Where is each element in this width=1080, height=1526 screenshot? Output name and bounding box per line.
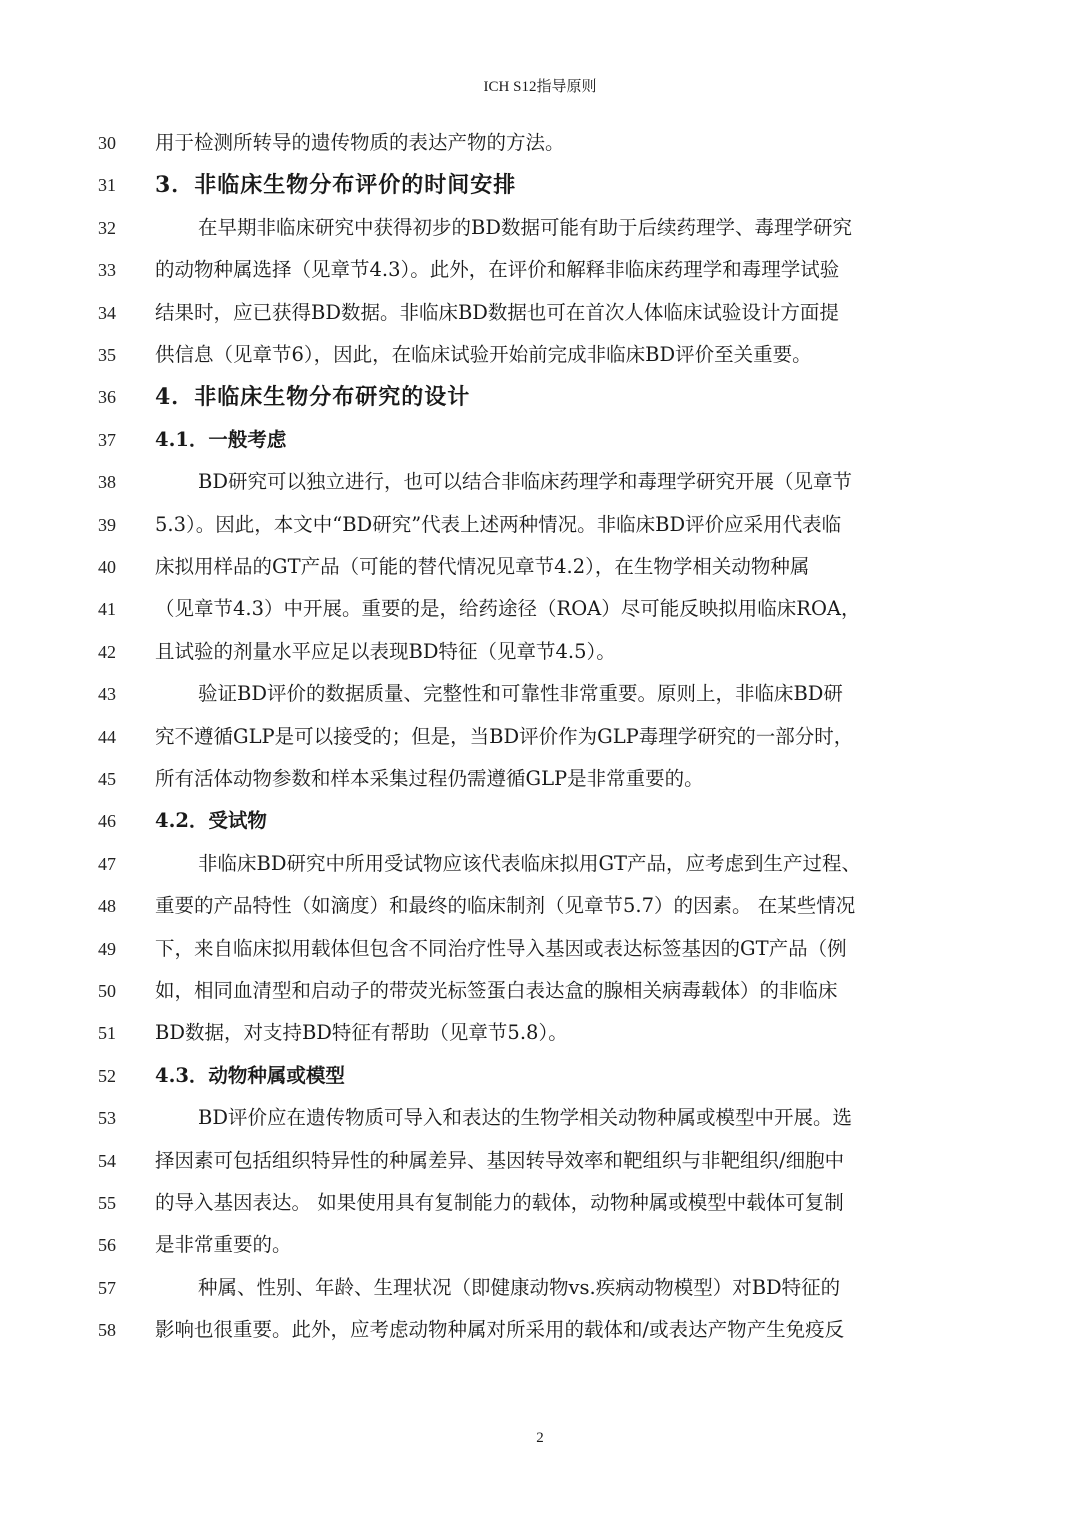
line-number: 52 xyxy=(98,1065,116,1086)
line-text: 影响也很重要。此外，应考虑动物种属对所采用的载体和/或表达产物产生免疫反 xyxy=(155,1318,845,1342)
document-line xyxy=(0,759,1080,799)
line-number: 50 xyxy=(98,981,116,1001)
line-number: 56 xyxy=(98,1235,116,1256)
document-line xyxy=(0,929,1080,969)
line-number: 47 xyxy=(98,853,116,874)
line-text: （见章节4.3）中开展。重要的是，给药途径（ROA）尽可能反映拟用临床ROA， xyxy=(155,597,861,621)
line-number: 36 xyxy=(98,387,116,408)
line-number: 34 xyxy=(98,302,116,323)
section-heading: 3．非临床生物分布评价的时间安排 xyxy=(155,172,517,199)
document-line xyxy=(0,1225,1080,1265)
line-text: BD研究可以独立进行，也可以结合非临床药理学和毒理学研究开展（见章节 xyxy=(198,470,852,494)
line-text: BD评价应在遗传物质可导入和表达的生物学相关动物种属或模型中开展。选 xyxy=(198,1106,852,1130)
document-line xyxy=(0,1268,1080,1308)
document-line xyxy=(0,886,1080,926)
line-text: 用于检测所转导的遗传物质的表达产物的方法。 xyxy=(155,131,565,154)
line-text: 的动物种属选择（见章节4.3）。此外，在评价和解释非临床药理学和毒理学试验 xyxy=(155,258,840,282)
line-text: 非临床BD研究中所用受试物应该代表临床拟用GT产品，应考虑到生产过程、 xyxy=(198,851,862,875)
subsection-heading: 4.2．受试物 xyxy=(155,809,267,833)
line-text: 种属、性别、年龄、生理状况（即健康动物vs.疾病动物模型）对BD特征的 xyxy=(198,1275,841,1299)
document-line xyxy=(0,505,1080,545)
subsection-heading: 4.1．一般考虑 xyxy=(155,427,287,451)
line-number: 57 xyxy=(98,1277,116,1298)
document-line xyxy=(0,1183,1080,1223)
document-line xyxy=(0,420,1080,460)
line-number: 55 xyxy=(98,1193,116,1213)
line-number: 42 xyxy=(98,641,116,662)
document-line xyxy=(0,971,1080,1011)
line-number: 37 xyxy=(98,429,116,450)
section-heading: 4．非临床生物分布研究的设计 xyxy=(155,384,471,411)
document-line xyxy=(0,1141,1080,1181)
line-number: 48 xyxy=(98,896,116,917)
document-line xyxy=(0,208,1080,248)
document-line xyxy=(0,589,1080,629)
page-number: 2 xyxy=(536,1430,544,1446)
line-number: 30 xyxy=(98,133,116,153)
line-number: 54 xyxy=(98,1150,116,1171)
line-text: 是非常重要的。 xyxy=(155,1233,292,1257)
document-line xyxy=(0,801,1080,841)
line-text: 所有活体动物参数和样本采集过程仍需遵循GLP是非常重要的。 xyxy=(155,767,704,790)
line-text: 的导入基因表达。 如果使用具有复制能力的载体，动物种属或模型中载体可复制 xyxy=(155,1191,844,1214)
line-number: 43 xyxy=(98,684,116,705)
line-number: 44 xyxy=(98,726,116,747)
line-text: 5.3）。因此，本文中“BD研究”代表上述两种情况。非临床BD评价应采用代表临 xyxy=(155,512,842,536)
document-line xyxy=(0,165,1080,205)
line-number: 32 xyxy=(98,217,116,238)
document-line xyxy=(0,547,1080,587)
line-number: 53 xyxy=(98,1108,116,1129)
line-number: 49 xyxy=(98,938,116,959)
line-text: 下，来自临床拟用载体但包含不同治疗性导入基因或表达标签基因的GT产品（例 xyxy=(155,936,847,960)
line-number: 35 xyxy=(98,345,116,365)
subsection-heading: 4.3．动物种属或模型 xyxy=(155,1063,345,1087)
line-number: 58 xyxy=(98,1320,116,1341)
document-line xyxy=(0,1013,1080,1053)
document-line xyxy=(0,250,1080,290)
line-number: 45 xyxy=(98,769,116,789)
document-line xyxy=(0,1310,1080,1350)
document-line xyxy=(0,717,1080,757)
document-line xyxy=(0,1056,1080,1096)
line-text: 在早期非临床研究中获得初步的BD数据可能有助于后续药理学、毒理学研究 xyxy=(198,215,852,239)
line-number: 38 xyxy=(98,472,116,493)
line-text: 供信息（见章节6），因此，在临床试验开始前完成非临床BD评价至关重要。 xyxy=(155,343,812,366)
line-number: 40 xyxy=(98,557,116,577)
line-number: 51 xyxy=(98,1023,116,1044)
line-number: 33 xyxy=(98,260,116,281)
line-text: 结果时，应已获得BD数据。非临床BD数据也可在首次人体临床试验设计方面提 xyxy=(155,300,839,324)
document-line xyxy=(0,293,1080,333)
line-text: 如，相同血清型和启动子的带荧光标签蛋白表达盒的腺相关病毒载体）的非临床 xyxy=(155,979,838,1002)
line-text: BD数据，对支持BD特征有帮助（见章节5.8）。 xyxy=(155,1021,568,1045)
document-line xyxy=(0,462,1080,502)
document-line xyxy=(0,123,1080,163)
document-line xyxy=(0,377,1080,417)
line-text: 究不遵循GLP是可以接受的；但是，当BD评价作为GLP毒理学研究的一部分时， xyxy=(155,724,854,748)
line-text: 重要的产品特性（如滴度）和最终的临床制剂（见章节5.7）的因素。 在某些情况 xyxy=(155,894,856,918)
line-number: 46 xyxy=(98,811,116,832)
document-line xyxy=(0,632,1080,672)
line-text: 且试验的剂量水平应足以表现BD特征（见章节4.5）。 xyxy=(155,639,616,663)
line-text: 择因素可包括组织特异性的种属差异、基因转导效率和靶组织与非靶组织/细胞中 xyxy=(155,1148,845,1172)
line-text: 验证BD评价的数据质量、完整性和可靠性非常重要。原则上，非临床BD研 xyxy=(198,682,843,706)
document-line xyxy=(0,335,1080,375)
line-text: 床拟用样品的GT产品（可能的替代情况见章节4.2），在生物学相关动物种属 xyxy=(155,555,810,578)
line-number: 31 xyxy=(98,175,116,196)
page-header: ICH S12指导原则 xyxy=(483,79,597,95)
document-line xyxy=(0,674,1080,714)
line-number: 41 xyxy=(98,599,116,620)
line-number: 39 xyxy=(98,514,116,535)
document-line xyxy=(0,844,1080,884)
document-line xyxy=(0,1098,1080,1138)
